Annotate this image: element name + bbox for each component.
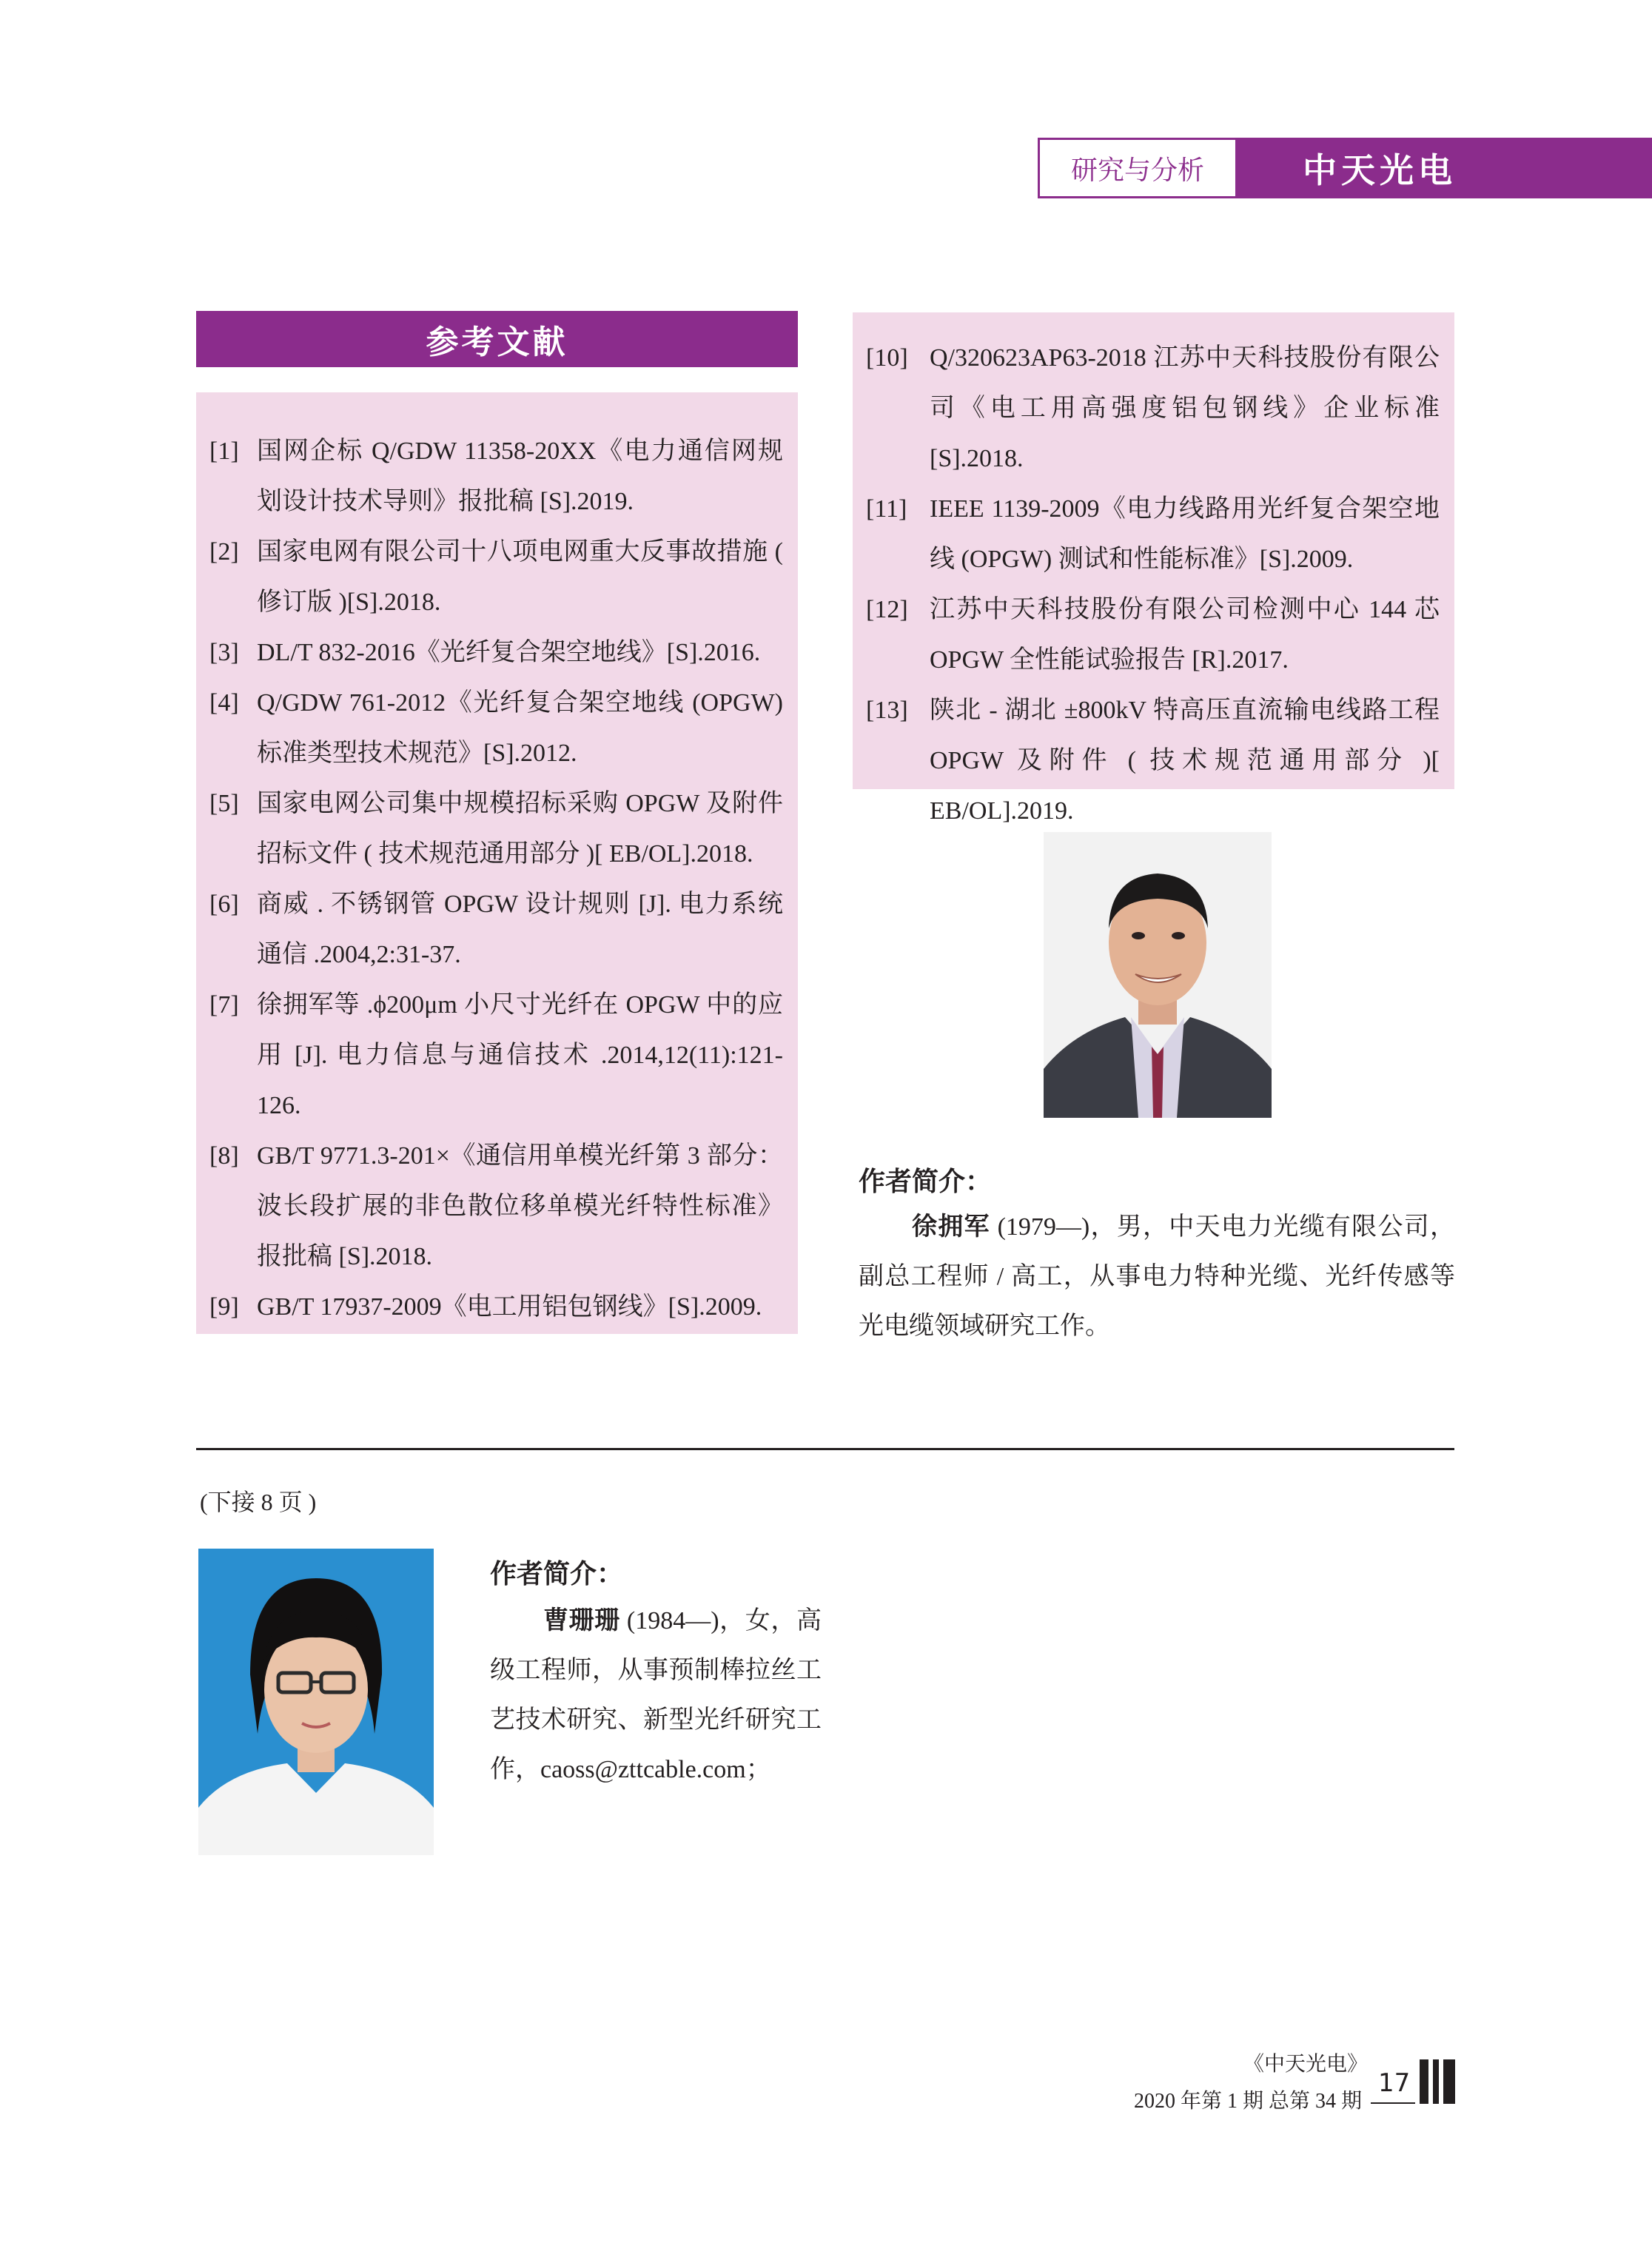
- author-bio: [490, 1596, 822, 1794]
- reference-item: [866, 685, 1440, 836]
- reference-text: GB/T 9771.3-201×《通信用单模光纤第 3 部分：波长段扩展的非色散位移单模光纤特性标准》报批稿 [S].2018.: [257, 1142, 783, 1270]
- reference-number: [9]: [209, 1293, 239, 1321]
- author-bio-text: (1979—)，男，中天电力光缆有限公司，副总工程师 / 高工，从事电力特种光缆、光纤传感等光电缆领域研究工作。: [859, 1213, 1455, 1340]
- reference-text: 徐拥军等 .ϕ200μm 小尺寸光纤在 OPGW 中的应用 [J]. 电力信息与通信技术 .2014,12(11):121-126.: [257, 991, 783, 1119]
- reference-item: [866, 333, 1440, 484]
- reference-text: 江苏中天科技股份有限公司检测中心 144 芯 OPGW 全性能试验报告 [R].2017.: [930, 596, 1440, 674]
- footer-rule: [1371, 2102, 1415, 2104]
- author-photo: [1044, 832, 1272, 1118]
- author-name: 徐拥军: [912, 1213, 990, 1241]
- reference-text: DL/T 832-2016《光纤复合架空地线》[S].2016.: [257, 639, 761, 666]
- page-mark: [1420, 2059, 1428, 2104]
- references-title: 参考文献: [196, 311, 798, 367]
- reference-text: 商威 . 不锈钢管 OPGW 设计规则 [J]. 电力系统通信 .2004,2:31-37.: [257, 891, 783, 968]
- reference-item: [209, 980, 783, 1131]
- author-label: 作者简介：: [490, 1559, 624, 1589]
- author-bio-text: (1984—)，女，高级工程师，从事预制棒拉丝工艺技术研究、新型光纤研究工作，caoss@zttcable.com；: [490, 1607, 822, 1783]
- reference-number: [1]: [209, 437, 239, 465]
- author-label: 作者简介：: [859, 1167, 993, 1196]
- reference-number: [6]: [209, 891, 239, 918]
- reference-item: [209, 1131, 783, 1282]
- reference-item: [209, 1282, 783, 1332]
- reference-number: [10]: [866, 344, 908, 372]
- reference-text: Q/320623AP63-2018 江苏中天科技股份有限公司《电工用高强度铝包钢线》企业标准 [S].2018.: [930, 344, 1440, 472]
- reference-number: [13]: [866, 697, 908, 724]
- reference-text: GB/T 17937-2009《电工用铝包钢线》[S].2009.: [257, 1293, 762, 1321]
- reference-item: [209, 426, 783, 527]
- continuation-note: (下接 8 页 ): [200, 1489, 317, 1515]
- reference-item: [209, 628, 783, 678]
- reference-number: [5]: [209, 790, 239, 817]
- reference-item: [209, 678, 783, 779]
- reference-item: [209, 527, 783, 628]
- reference-number: [8]: [209, 1142, 239, 1170]
- page-number: 17: [1378, 2068, 1411, 2098]
- reference-item: [209, 779, 783, 879]
- author-name: 曹珊珊: [543, 1607, 620, 1635]
- footer-issue: 2020 年第 1 期 总第 34 期: [1133, 2090, 1362, 2113]
- reference-text: 国家电网有限公司十八项电网重大反事故措施 ( 修订版 )[S].2018.: [257, 538, 783, 616]
- author-bio: [859, 1202, 1455, 1351]
- reference-item: [866, 585, 1440, 685]
- reference-text: 陕北 - 湖北 ±800kV 特高压直流输电线路工程 OPGW 及附件 ( 技术规范通用部分 )[ EB/OL].2019.: [930, 697, 1440, 825]
- reference-number: [7]: [209, 991, 239, 1019]
- reference-text: IEEE 1139-2009《电力线路用光纤复合架空地线 (OPGW) 测试和性能标准》[S].2009.: [930, 495, 1440, 573]
- references-panel-right: [853, 312, 1454, 825]
- page-mark: [1443, 2059, 1455, 2104]
- footer-journal: 《中天光电》: [1243, 2053, 1369, 2076]
- references-panel-left: [196, 392, 798, 1334]
- reference-item: [866, 484, 1440, 585]
- section-divider: [196, 1448, 1454, 1450]
- page-mark: [1433, 2059, 1439, 2104]
- reference-text: 国网企标 Q/GDW 11358-20XX《电力通信网规划设计技术导则》报批稿 [S].2019.: [257, 437, 783, 515]
- journal-logo: 中天光电: [1238, 138, 1652, 198]
- reference-number: [4]: [209, 689, 239, 717]
- reference-number: [2]: [209, 538, 239, 566]
- reference-text: Q/GDW 761-2012《光纤复合架空地线 (OPGW) 标准类型技术规范》[S].2012.: [257, 689, 783, 767]
- reference-item: [209, 879, 783, 980]
- reference-text: 国家电网公司集中规模招标采购 OPGW 及附件招标文件 ( 技术规范通用部分 )[ EB/OL].2018.: [257, 790, 783, 868]
- author-photo: [198, 1549, 434, 1855]
- reference-number: [11]: [866, 495, 907, 523]
- reference-number: [12]: [866, 596, 908, 623]
- reference-number: [3]: [209, 639, 239, 666]
- section-label: 研究与分析: [1038, 138, 1238, 198]
